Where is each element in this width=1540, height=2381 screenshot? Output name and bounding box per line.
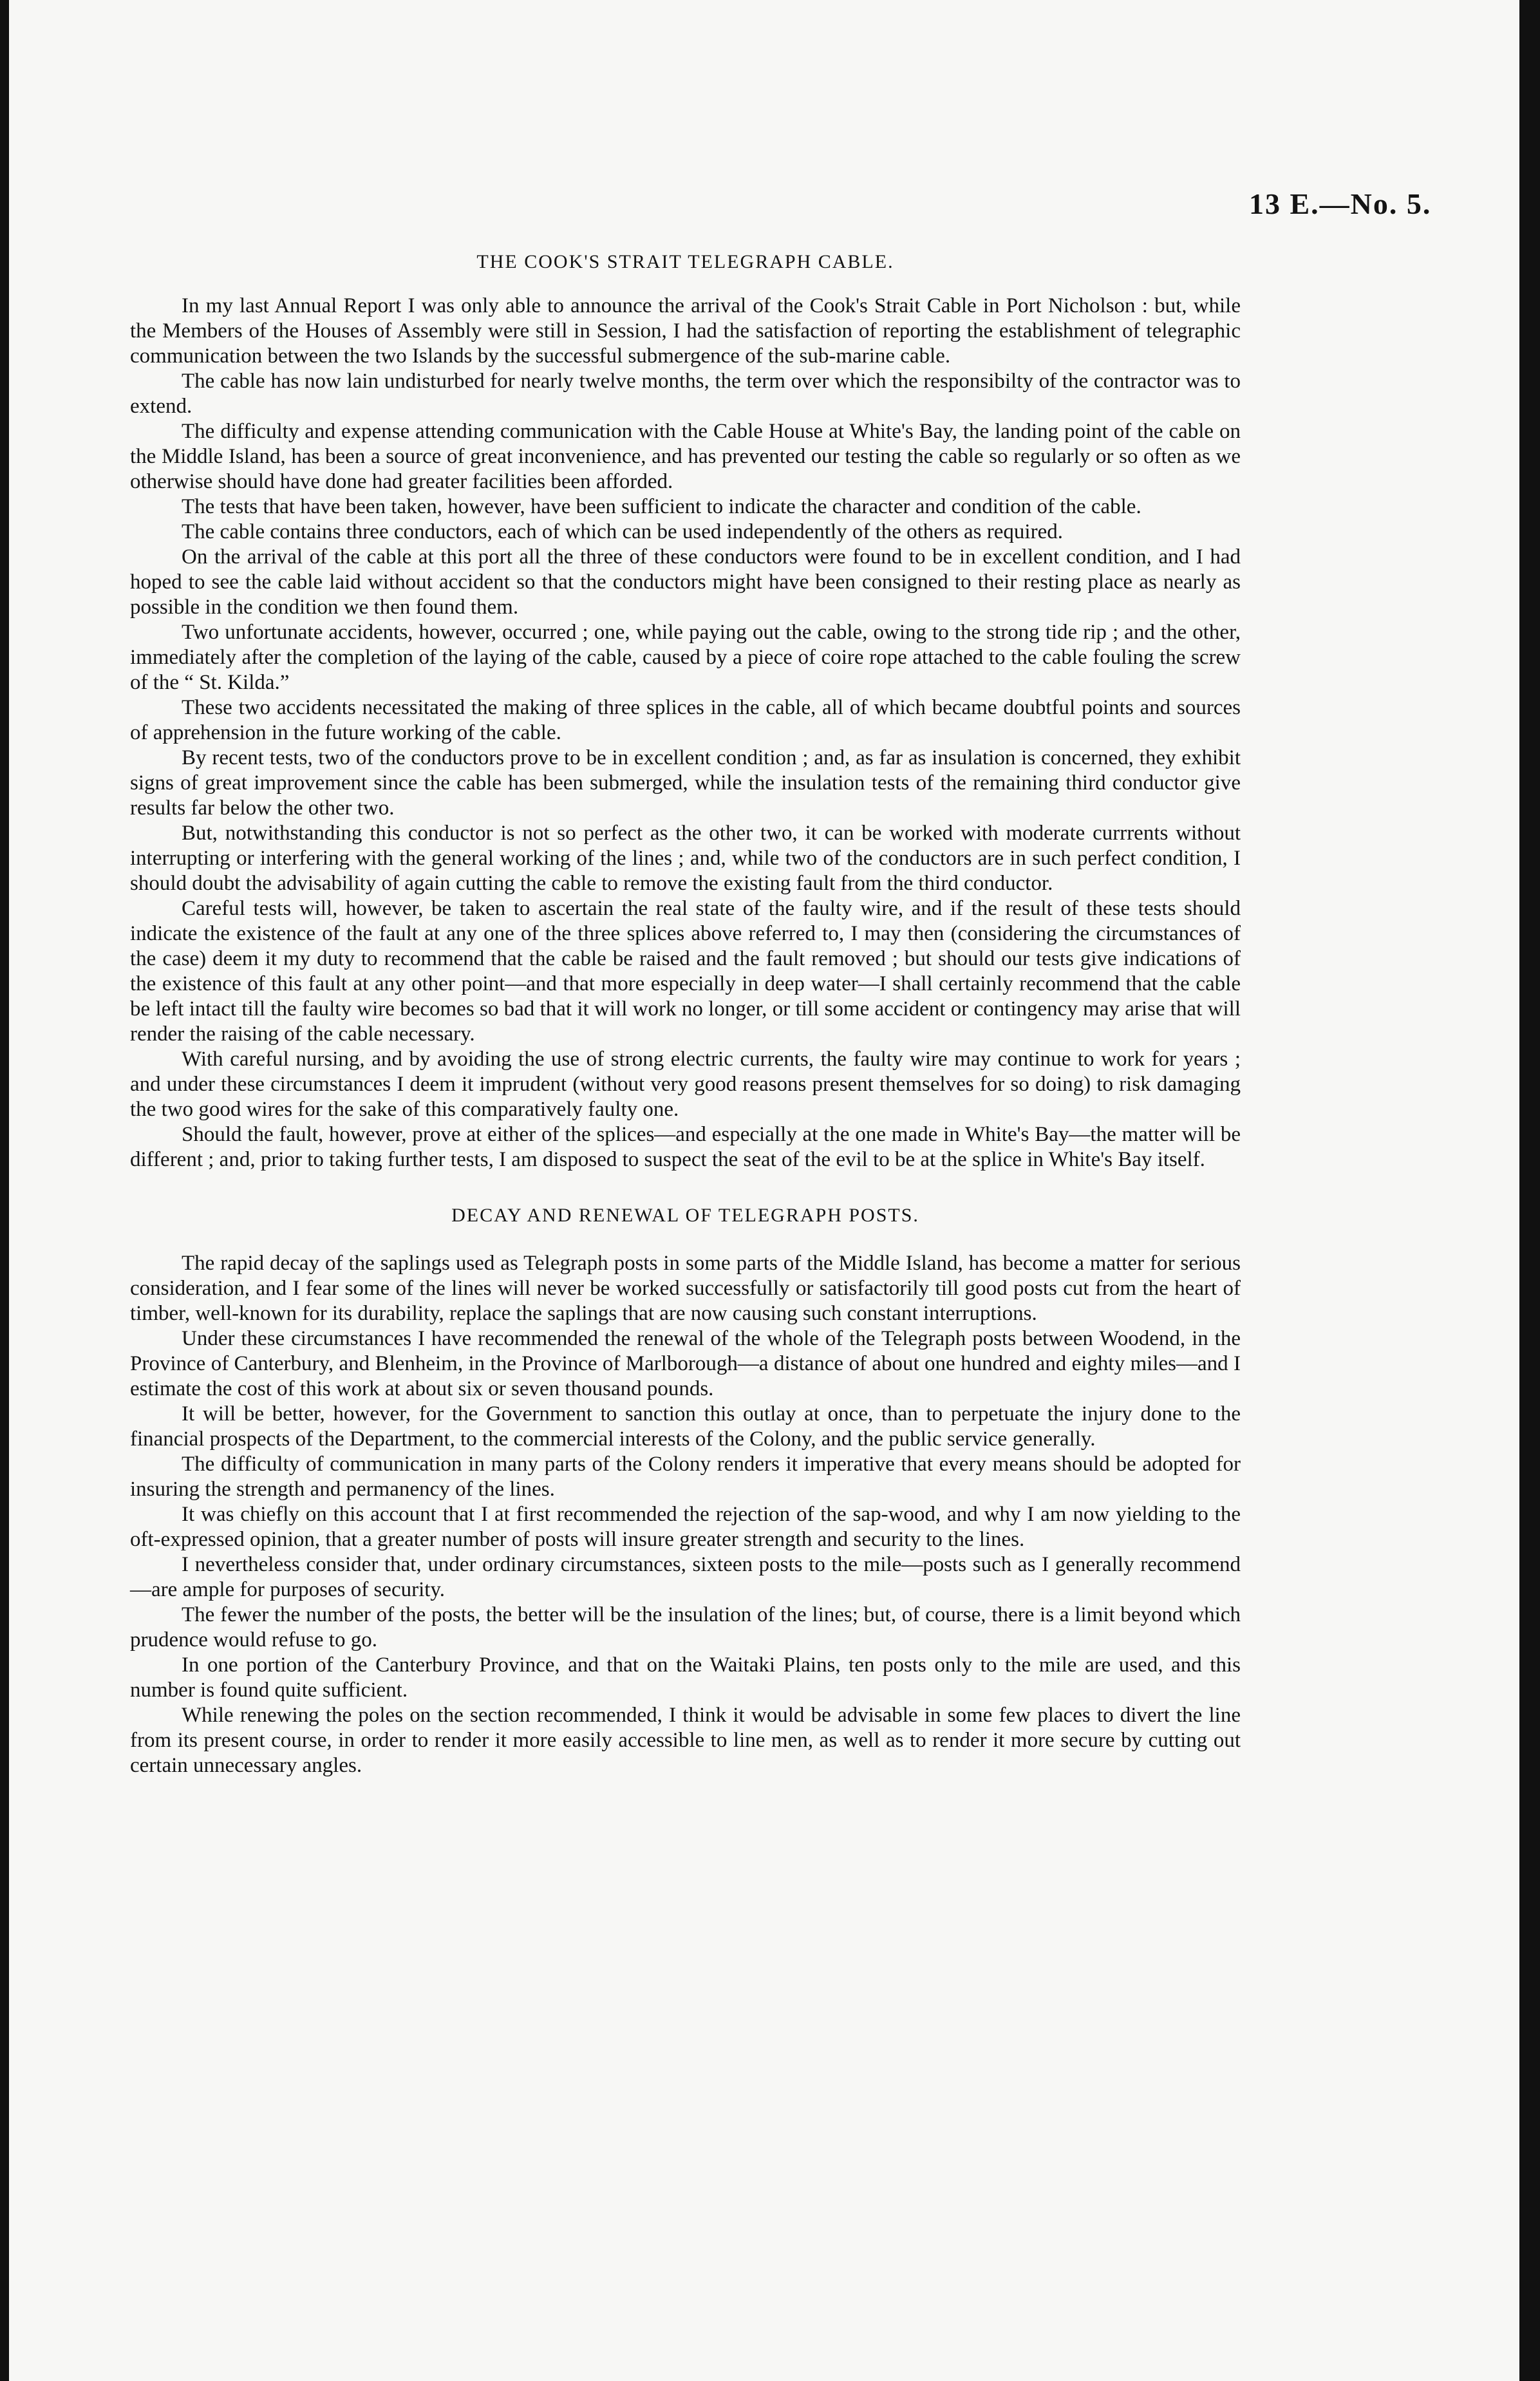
- paragraph: By recent tests, two of the conductors prove to be in excellent condition ; and, as far as insulation is concerned, they exhibit signs of great improvement since the cable has been submerged, while the insulation tests of the remaining third conductor give results far below the other two.: [130, 746, 1241, 820]
- section-heading: DECAY AND RENEWAL OF TELEGRAPH POSTS.: [451, 1205, 919, 1226]
- paragraph: While renewing the poles on the section recommended, I think it would be advisable in some few places to divert the line from its present course, in order to render it more easily accessible to line men, as well as to render it more secure by cutting out certain unnecessary angles.: [130, 1704, 1241, 1777]
- paragraph: These two accidents necessitated the making of three splices in the cable, all of which became doubtful points and sources of apprehension in the future working of the cable.: [130, 696, 1241, 744]
- document-body: [130, 251, 1241, 1778]
- scan-border-left: [0, 0, 9, 2381]
- paragraph: Two unfortunate accidents, however, occurred ; one, while paying out the cable, owing to the strong tide rip ; and the other, immediately after the completion of the laying of the cable, caused by a piece of coire rope attached to the cable fouling the screw of the “ St. Kilda.”: [130, 621, 1241, 694]
- paragraph: Careful tests will, however, be taken to ascertain the real state of the faulty wire, and if the result of these tests should indicate the existence of the fault at any one of the three splices above referred to, I may then (considering the circumstances of the case) deem it my duty to recommend that the cable be raised and the fault removed ; but should our tests give indications of the existence of this fault at any other point—and that more especially in deep water—I shall certainly recommend that the cable be left intact till the faulty wire becomes so bad that it will work no longer, or till some accident or contingency may arise that will render the raising of the cable necessary.: [130, 897, 1241, 1046]
- section-telegraph-posts: [130, 1205, 1241, 1778]
- paragraph: The tests that have been taken, however, have been sufficient to indicate the character and condition of the cable.: [182, 495, 1141, 518]
- paragraph: On the arrival of the cable at this port all the three of these conductors were found to be in excellent condition, and I had hoped to see the cable laid without accident so that the conductors might have been consigned to their resting place as nearly as possible in the condition we then found them.: [130, 545, 1241, 619]
- paragraph: The cable contains three conductors, each of which can be used independently of the others as required.: [182, 520, 1063, 543]
- paragraph: It will be better, however, for the Government to sanction this outlay at once, than to perpetuate the injury done to the financial prospects of the Department, to the commercial interests of the Colony, and the public service generally.: [130, 1402, 1241, 1451]
- paragraph: In one portion of the Canterbury Province, and that on the Waitaki Plains, ten posts only to the mile are used, and this number is found quite sufficient.: [130, 1653, 1241, 1702]
- scan-border-right: [1519, 0, 1540, 2381]
- section-heading: THE COOK'S STRAIT TELEGRAPH CABLE.: [476, 251, 894, 272]
- paragraph: The rapid decay of the saplings used as Telegraph posts in some parts of the Middle Island, has become a matter for serious consideration, and I fear some of the lines will never be worked successfully or satisfactorily till good posts cut from the heart of timber, well-known for its durability, replace the saplings that are now causing such constant interruptions.: [130, 1252, 1241, 1325]
- paragraph: The cable has now lain undisturbed for nearly twelve months, the term over which the responsibilty of the contractor was to extend.: [130, 370, 1241, 418]
- paragraph: It was chiefly on this account that I at first recommended the rejection of the sap-wood, and why I am now yielding to the oft-expressed opinion, that a greater number of posts will insure greater strength and security to the lines.: [130, 1503, 1241, 1551]
- page-number: 13 E.—No. 5.: [1249, 187, 1432, 220]
- paragraph: Under these circumstances I have recommended the renewal of the whole of the Telegraph posts between Woodend, in the Province of Canterbury, and Blenheim, in the Province of Marlborough—a distance of about one hundred and eighty miles—and I estimate the cost of this work at about six or seven thousand pounds.: [130, 1327, 1241, 1400]
- paragraph: In my last Annual Report I was only able to announce the arrival of the Cook's Strait Cable in Port Nicholson : but, while the Members of the Houses of Assembly were still in Session, I had the satisfaction of reporting the establishment of telegraphic communication between the two Islands by the successful submergence of the sub-marine cable.: [130, 294, 1241, 368]
- paragraph: With careful nursing, and by avoiding the use of strong electric currents, the faulty wire may continue to work for years ; and under these circumstances I deem it imprudent (without very good reasons present themselves for so doing) to risk damaging the two good wires for the sake of this comparatively faulty one.: [130, 1048, 1241, 1121]
- paragraph: The difficulty and expense attending communication with the Cable House at White's Bay, the landing point of the cable on the Middle Island, has been a source of great inconvenience, and has prevented our testing the cable so regularly or so often as we otherwise should have done had greater facilities been afforded.: [130, 420, 1241, 493]
- paragraph: The fewer the number of the posts, the better will be the insulation of the lines; but, of course, there is a limit beyond which prudence would refuse to go.: [130, 1603, 1241, 1652]
- paragraph: But, notwithstanding this conductor is not so perfect as the other two, it can be worked with moderate currrents without interrupting or interfering with the general working of the lines ; and, while two of the conductors are in such perfect condition, I should doubt the advisability of again cutting the cable to remove the existing fault from the third conductor.: [130, 822, 1241, 895]
- paragraph: Should the fault, however, prove at either of the splices—and especially at the one made in White's Bay—the matter will be different ; and, prior to taking further tests, I am disposed to suspect the seat of the evil to be at the splice in White's Bay itself.: [130, 1123, 1241, 1171]
- paragraph: I nevertheless consider that, under ordinary circumstances, sixteen posts to the mile—posts such as I generally recommend—are ample for purposes of security.: [130, 1553, 1241, 1601]
- paragraph: The difficulty of communication in many parts of the Colony renders it imperative that every means should be adopted for insuring the strength and permanency of the lines.: [130, 1453, 1241, 1501]
- section-cooks-strait-cable: [130, 251, 1241, 1172]
